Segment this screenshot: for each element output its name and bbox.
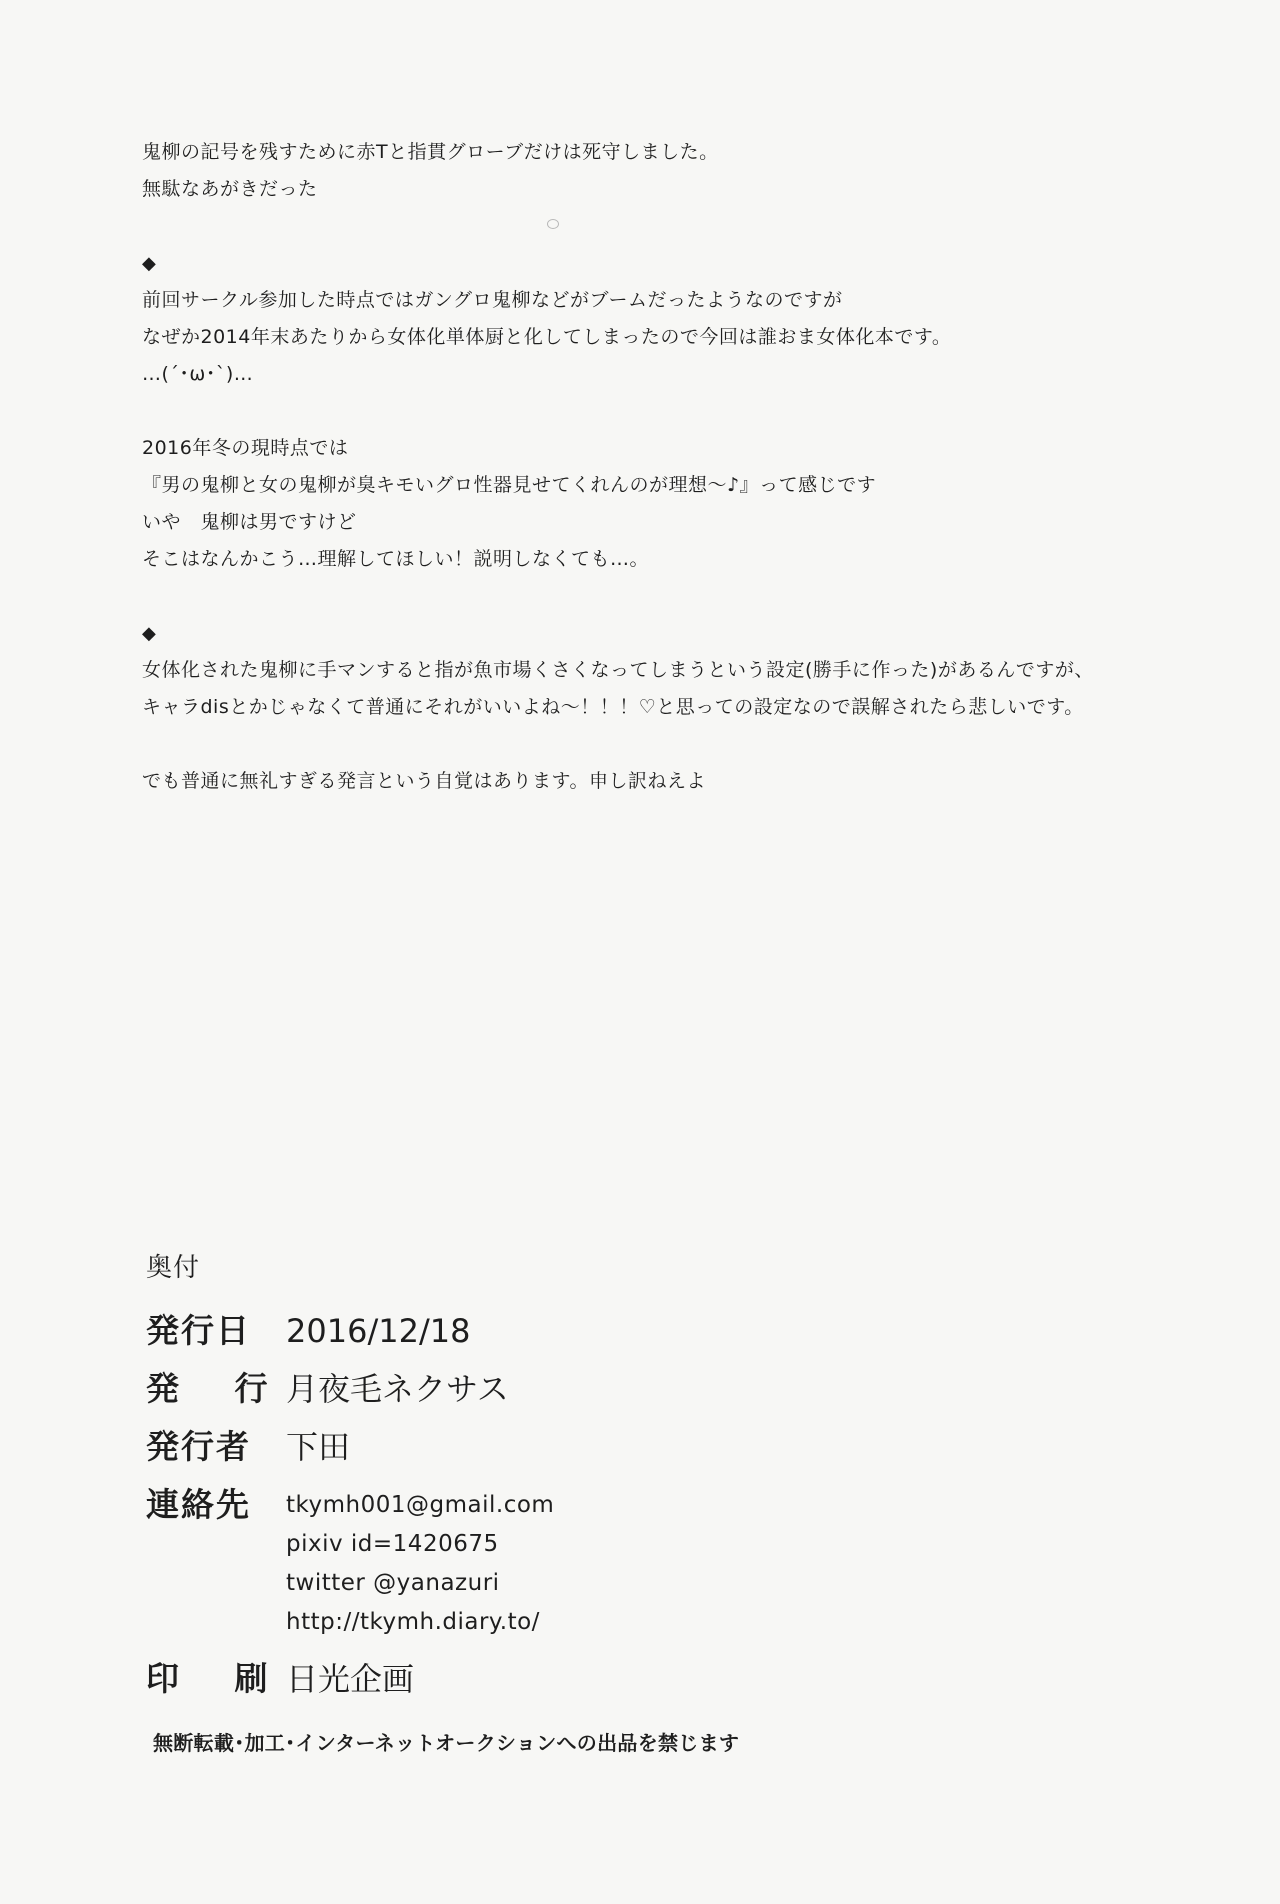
text-line: …(´･ω･`)…	[142, 363, 254, 385]
diamond-bullet-icon: ◆	[142, 623, 157, 644]
contact-pixiv: pixiv id=1420675	[286, 1531, 499, 1557]
contact-list	[286, 1476, 554, 1642]
printer-value: 日光企画	[286, 1660, 415, 1698]
text-line: 『男の鬼柳と女の鬼柳が臭キモいグロ性器見せてくれんのが理想〜♪』って感じです	[142, 474, 877, 496]
text-line: 女体化された鬼柳に手マンすると指が魚市場くさくなってしまうという設定(勝手に作った)があるんですが、	[142, 659, 1094, 681]
publisher-label: 発 行	[146, 1369, 290, 1408]
afterword-paragraph-1	[142, 134, 1222, 208]
text-line: なぜか2014年末あたりから女体化単体厨と化してしまったので今回は誰おま女体化本です。	[142, 326, 952, 348]
colophon-row-issuer	[146, 1418, 1046, 1476]
publisher-value: 月夜毛ネクサス	[286, 1370, 509, 1408]
text-line: 2016年冬の現時点では	[142, 437, 349, 459]
afterword-paragraph-5	[142, 763, 1222, 800]
colophon-title: 奥付	[146, 1253, 201, 1283]
printer-label: 印 刷	[146, 1659, 290, 1698]
text-line: キャラdisとかじゃなくて普通にそれがいいよね〜！！！♡と思っての設定なので誤解されたら悲しいです。	[142, 696, 1084, 718]
issuer-label: 発行者	[146, 1427, 251, 1466]
issue-date-label: 発行日	[146, 1311, 251, 1350]
issuer-value: 下田	[286, 1428, 351, 1466]
contact-label: 連絡先	[146, 1485, 251, 1524]
text-line: 無駄なあがきだった	[142, 178, 318, 200]
text-line: 前回サークル参加した時点ではガングロ鬼柳などがブームだったようなのですが	[142, 289, 843, 311]
text-line: でも普通に無礼すぎる発言という自覚はあります。申し訳ねえよ	[142, 770, 706, 792]
contact-website: http://tkymh.diary.to/	[286, 1609, 540, 1635]
colophon-row-issue-date	[146, 1302, 1046, 1360]
afterword-paragraph-4	[142, 652, 1222, 726]
afterword-text	[142, 134, 1222, 800]
contact-twitter: twitter @yanazuri	[286, 1570, 500, 1596]
contact-email: tkymh001@gmail.com	[286, 1492, 555, 1518]
text-line: いや 鬼柳は男ですけど	[142, 511, 357, 533]
diamond-bullet-icon: ◆	[142, 253, 157, 274]
colophon-row-contact	[146, 1476, 1046, 1642]
issue-date-value: 2016/12/18	[286, 1312, 471, 1350]
colophon	[146, 1302, 1046, 1708]
text-line: 鬼柳の記号を残すために赤Tと指貫グローブだけは死守しました。	[142, 141, 719, 163]
afterword-paragraph-2	[142, 282, 1222, 393]
text-line: そこはなんかこう…理解してほしい！説明しなくても…。	[142, 548, 650, 570]
colophon-row-publisher	[146, 1360, 1046, 1418]
colophon-row-printer	[146, 1650, 1046, 1708]
afterword-paragraph-3	[142, 430, 1222, 578]
copyright-notice: 無断転載･加工･インターネットオークションへの出品を禁じます	[153, 1731, 740, 1755]
